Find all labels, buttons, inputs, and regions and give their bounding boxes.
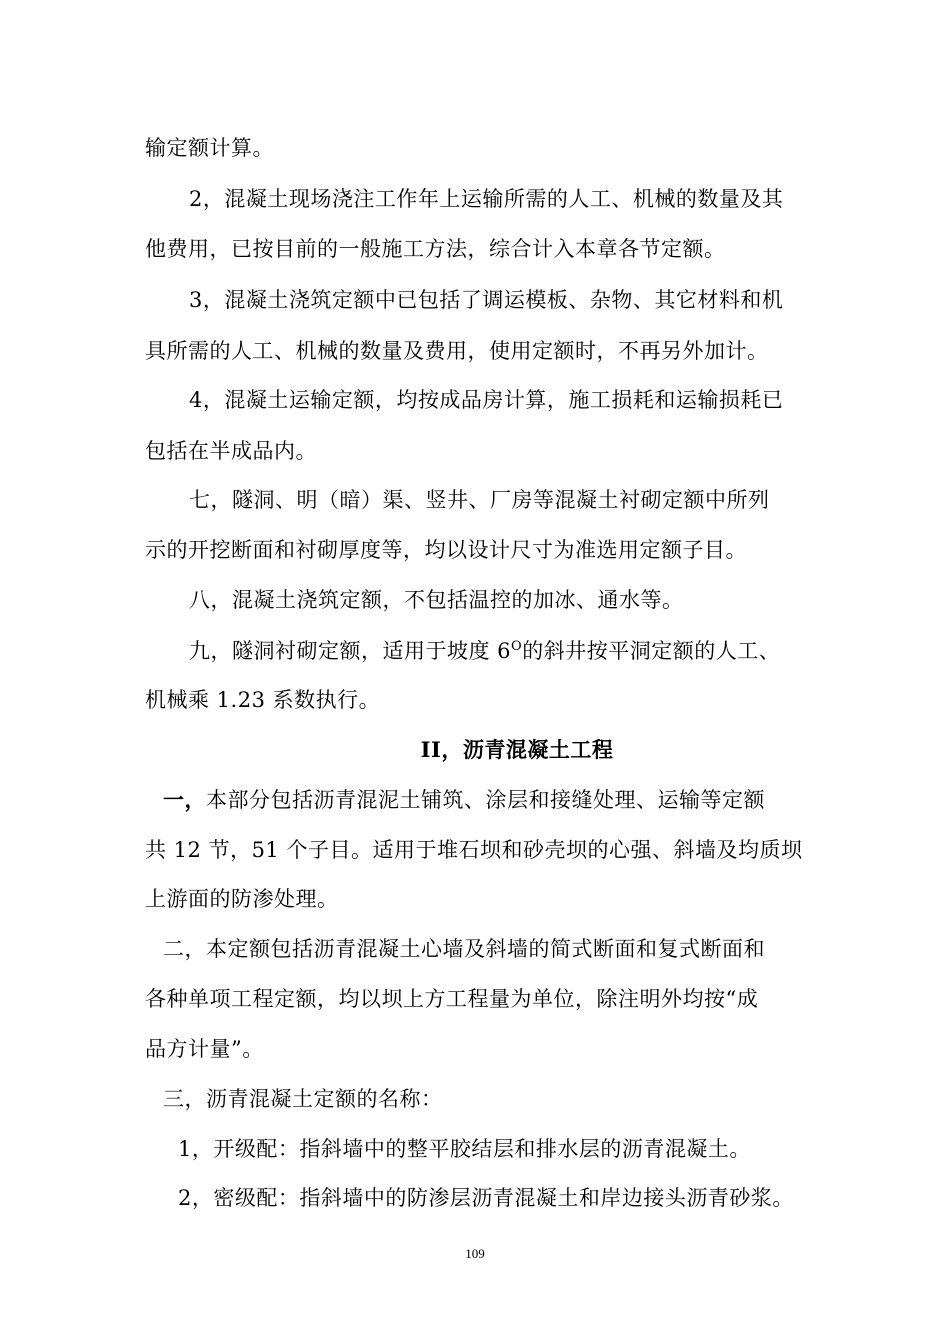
paragraph-line: 1，开级配：指斜墙中的整平胶结层和排水层的沥青混凝土。 <box>178 1137 751 1161</box>
paragraph-line: 输定额计算。 <box>145 136 274 160</box>
paragraph-line: 八，混凝土浇筑定额，不包括温控的加冰、通水等。 <box>189 588 684 612</box>
degree-superscript: O <box>511 639 523 654</box>
paragraph-line: 品方计量”。 <box>145 1037 264 1061</box>
paragraph-line: 示的开挖断面和衬砌厚度等，均以设计尺寸为准选用定额子目。 <box>145 538 747 562</box>
paragraph-line: 2，密级配：指斜墙中的防渗层沥青混凝土和岸边接头沥青砂浆。 <box>178 1186 794 1210</box>
line-text: 九，隧洞衬砌定额，适用于坡度 6 <box>189 639 512 663</box>
paragraph-line: 上游面的防渗处理。 <box>145 887 339 911</box>
paragraph-line: 包括在半成品内。 <box>145 439 317 463</box>
line-text: 的斜井按平洞定额的人工、 <box>522 639 781 663</box>
paragraph-line: 2，混凝土现场浇注工作年上运输所需的人工、机械的数量及其 <box>189 187 784 211</box>
paragraph-line-slope <box>145 636 859 666</box>
paragraph-line-item-one <box>145 785 833 815</box>
line-text: 本部分包括沥青混泥土铺筑、涂层和接缝处理、运输等定额 <box>206 788 765 812</box>
paragraph-line: 三，沥青混凝土定额的名称： <box>163 1087 443 1111</box>
section-heading: II，沥青混凝土工程 <box>420 737 614 762</box>
paragraph-line: 二，本定额包括沥青混凝土心墙及斜墙的简式断面和复式断面和 <box>163 937 765 961</box>
paragraph-line: 七，隧洞、明（暗）渠、竖井、厂房等混凝土衬砌定额中所列 <box>189 488 770 512</box>
paragraph-line: 共 12 节，51 个子目。适用于堆石坝和砂壳坝的心强、斜墙及均质坝 <box>145 838 803 862</box>
paragraph-line: 各种单项工程定额，均以坝上方工程量为单位，除注明外均按“成 <box>145 987 759 1011</box>
paragraph-line: 具所需的人工、机械的数量及费用，使用定额时，不再另外加计。 <box>145 339 769 363</box>
paragraph-line: 他费用，已按目前的一般施工方法，综合计入本章各节定额。 <box>145 237 726 261</box>
paragraph-line: 4，混凝土运输定额，均按成品房计算，施工损耗和运输损耗已 <box>189 388 784 412</box>
page-number: 109 <box>465 1246 485 1261</box>
paragraph-line: 机械乘 1.23 系数执行。 <box>145 688 381 712</box>
item-lead: 一， <box>163 787 206 812</box>
paragraph-line: 3，混凝土浇筑定额中已包括了调运模板、杂物、其它材料和机 <box>189 288 784 312</box>
